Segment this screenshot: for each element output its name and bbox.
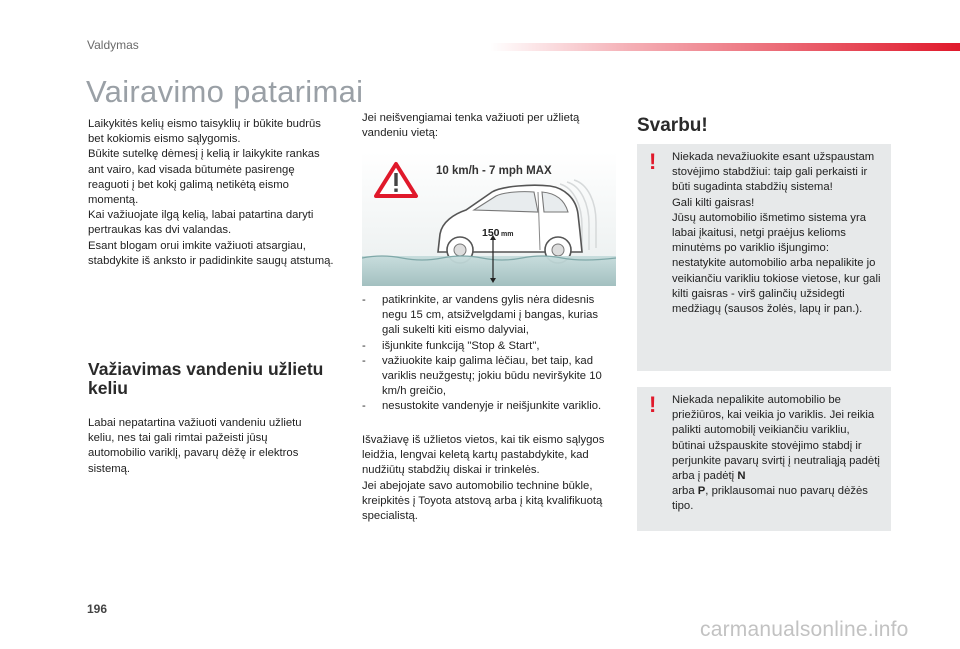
warning-text: , priklausomai nuo pavarų dėžės tipo.: [672, 485, 868, 513]
warning-box-unattended: [637, 387, 891, 531]
speed-limit-label: 10 km/h - 7 mph MAX: [436, 165, 552, 177]
list-item: - nesustokite vandenyje ir neišjunkite variklio.: [362, 399, 618, 414]
list-item: - patikrinkite, ar vandens gylis nėra didesnis negu 15 cm, atsižvelgdami į bangas, kurias gali sukelti kiti eismo dalyviai,: [362, 293, 618, 339]
intro-paragraph: Esant blogam orui imkite važiuoti atsargiau, stabdykite iš anksto ir padidinkite saugų atstumą.: [88, 239, 334, 267]
intro-paragraph: Būkite sutelkę dėmesį į kelią ir laikykite rankas ant vairo, kad visada būtumėte pasirengę reaguoti į bet kokį galimą netikėtą eismo momentą.: [88, 148, 320, 207]
after-flood-text: [362, 433, 617, 524]
after-paragraph: Išvažiavę iš užlietos vietos, kai tik eismo sąlygos leidžia, lengvai keletą kartų pastabdykite, kad nudžiūtų stabdžių diskai ir trinkelės.: [362, 434, 605, 477]
gear-p-label: P: [697, 485, 706, 498]
after-paragraph: Jei abejojate savo automobilio technine būkle, kreipkitės į Toyota atstovą arba į kitą kvalifikuotą specialistą.: [362, 479, 603, 523]
flooded-road-paragraph: Labai nepatartina važiuoti vandeniu užlietu keliu, nes tai gali rimtai pažeisti jūsų automobilio variklį, pavarų dėžę ir elektros sistemą.: [88, 417, 302, 475]
warning-box-parking-brake: [637, 144, 891, 371]
page-number: 196: [87, 602, 108, 616]
depth-unit: mm: [501, 231, 514, 238]
water-surface: [362, 256, 616, 286]
flooded-road-heading: Važiavimas vandeniu užlietu keliu: [88, 359, 324, 398]
flooded-intro-paragraph: Jei neišvengiamai tenka važiuoti per užlietą vandeniu vietą:: [362, 112, 580, 140]
warning-text: arba: [672, 485, 698, 498]
intro-paragraph: Laikykitės kelių eismo taisyklių ir būkite budrūs bet kokiomis eismo sąlygomis.: [88, 118, 321, 146]
list-item: - važiuokite kaip galima lėčiau, bet taip, kad variklis neužgestų; jokiu būdu neviršykite 10 km/h greičio,: [362, 354, 618, 400]
exclamation-icon: !: [649, 149, 657, 174]
warning-paragraph: [672, 393, 881, 515]
page-title: Vairavimo patarimai: [86, 74, 364, 109]
warning-paragraph: Niekada nevažiuokite esant užspaustam stovėjimo stabdžiui: taip gali perkaisti ir būti sugadinta stabdžių sistema!: [672, 151, 875, 194]
header-accent-bar: [490, 43, 960, 51]
gear-n-label: N: [737, 470, 746, 483]
intro-text: [88, 117, 338, 269]
intro-paragraph: Kai važiuojate ilgą kelią, labai patartina daryti pertraukas kas dvi valandas.: [88, 209, 314, 237]
exclamation-icon: !: [649, 392, 657, 417]
list-item: - išjunkite funkciją "Stop & Start",: [362, 339, 618, 354]
flooded-road-text: [88, 416, 328, 477]
warning-paragraph: Jūsų automobilio išmetimo sistema yra labai įkaitusi, netgi praėjus kelioms minutėms po variklio išjungimo: nestatykite automobilio arba nepalikite jo veikiančiu varikliu tokiose vietose, kur gali kilti gaisras - virš galinčių užsidegti medžiagų (sausos žolės, lapų ir pan.).: [672, 211, 881, 316]
watermark: carmanualsonline.info: [700, 618, 909, 641]
flooded-intro: [362, 111, 617, 141]
flooded-checklist: [362, 293, 618, 415]
warning-text: Niekada nepalikite automobilio be priežiūros, kai veikia jo variklis. Jei reikia palikti automobilį veikiančiu varikliu, būtinai užspauskite stovėjimo stabdį ir perjunkite pavarų svirtį į neutraliąją padėtį arba į padėtį: [672, 394, 880, 483]
flooded-road-illustration: [362, 152, 616, 286]
depth-value: 150: [482, 227, 500, 239]
important-heading: Svarbu!: [637, 115, 708, 136]
section-label: Valdymas: [87, 38, 139, 52]
warning-paragraph: Gali kilti gaisras!: [672, 196, 755, 209]
